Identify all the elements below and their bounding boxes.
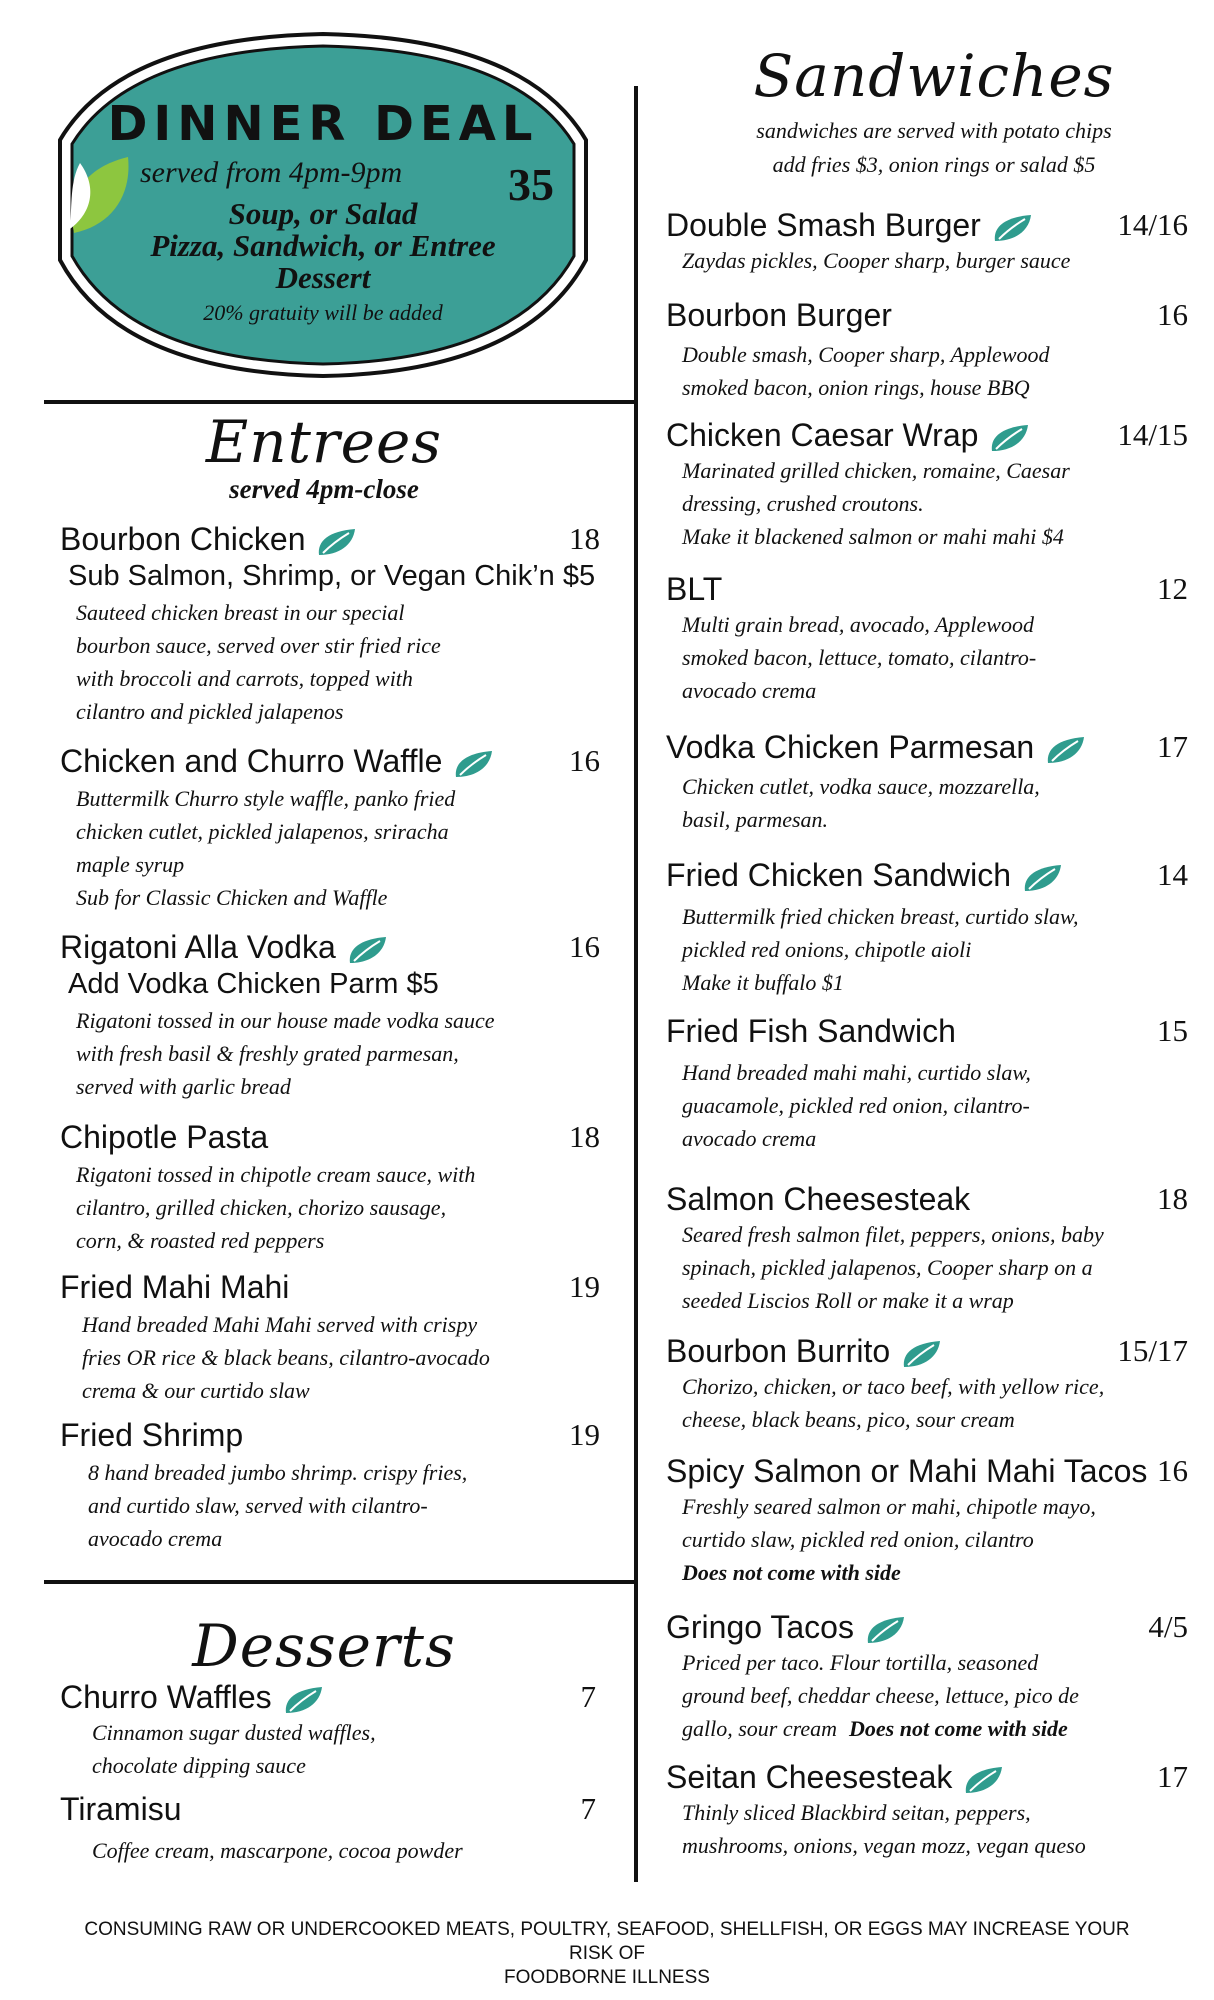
menu-item-price: 7 (580, 1791, 596, 1826)
menu-item-name-row (666, 1758, 1188, 1796)
description-line: crema & our curtido slaw (82, 1378, 310, 1403)
description-line: 8 hand breaded jumbo shrimp. crispy fries, (88, 1460, 468, 1485)
menu-item (666, 1608, 1188, 1745)
menu-item-name: Fried Fish Sandwich (666, 1013, 956, 1049)
description-line: chocolate dipping sauce (92, 1753, 306, 1778)
menu-item (60, 1790, 596, 1867)
description-line: fries OR rice & black beans, cilantro-avocado (82, 1345, 490, 1370)
menu-item-name: Vodka Chicken Parmesan (666, 729, 1035, 765)
menu-item (666, 856, 1188, 999)
menu-item-price: 4/5 (1148, 1609, 1188, 1644)
menu-item-name: BLT (666, 571, 723, 607)
deal-price: 35 (508, 159, 554, 210)
description-line: corn, & roasted red peppers (76, 1228, 325, 1253)
menu-item-name: Salmon Cheesesteak (666, 1181, 971, 1217)
vegan-leaf-icon (315, 527, 357, 557)
menu-item-description (666, 338, 1188, 404)
menu-item-price: 19 (569, 1269, 600, 1304)
menu-item (60, 928, 600, 1103)
menu-item-description (60, 1004, 600, 1103)
menu-item-name-row (60, 1790, 596, 1828)
menu-item (666, 728, 1188, 836)
menu-item (60, 1268, 600, 1407)
description-line: smoked bacon, lettuce, tomato, cilantro- (682, 645, 1037, 670)
menu-item-name-row (666, 1452, 1188, 1490)
menu-item-price: 15/17 (1117, 1333, 1188, 1368)
vegan-leaf-icon (282, 1685, 324, 1715)
description-line: bourbon sauce, served over stir fried rice (76, 633, 441, 658)
deal-course-1: Soup, or Salad (228, 196, 418, 231)
menu-item-description (666, 1218, 1188, 1317)
menu-item-description (666, 1796, 1188, 1862)
menu-item-name-row (666, 1608, 1188, 1646)
vegan-leaf-icon (1044, 735, 1086, 765)
menu-item-name-row (60, 1416, 600, 1454)
menu-item-description (60, 1456, 600, 1555)
description-line: mushrooms, onions, vegan mozz, vegan queso (682, 1833, 1086, 1858)
menu-item-name: Chipotle Pasta (60, 1119, 269, 1155)
description-line: avocado crema (88, 1526, 223, 1551)
menu-item-name-row (60, 1118, 600, 1156)
menu-item-name-row (666, 416, 1188, 454)
description-line: maple syrup (76, 852, 185, 877)
column-divider (634, 86, 638, 1882)
description-line: smoked bacon, onion rings, house BBQ (682, 375, 1030, 400)
menu-item-addon: Sub Salmon, Shrimp, or Vegan Chik’n $5 (68, 560, 596, 592)
menu-item-name: Double Smash Burger (666, 207, 981, 243)
description-line: Zaydas pickles, Cooper sharp, burger sauce (682, 248, 1071, 273)
sandwiches-heading: Sandwiches (753, 42, 1115, 110)
description-line: seeded Liscios Roll or make it a wrap (682, 1288, 1014, 1313)
menu-item-description (60, 782, 600, 914)
menu-item-description (60, 1308, 600, 1407)
description-line: Make it blackened salmon or mahi mahi $4 (682, 524, 1064, 549)
description-line: Buttermilk Churro style waffle, panko fried (76, 786, 456, 811)
menu-item-description (666, 1370, 1188, 1436)
vegan-leaf-icon (864, 1615, 906, 1645)
menu-item-price: 19 (569, 1417, 600, 1452)
deal-course-2: Pizza, Sandwich, or Entree (150, 228, 496, 263)
menu-item (60, 742, 600, 914)
description-line: Buttermilk fried chicken breast, curtido slaw, (682, 904, 1079, 929)
menu-item (666, 1758, 1188, 1862)
menu-item (60, 520, 600, 728)
menu-item-description (60, 1158, 600, 1257)
menu-item-price: 14/15 (1117, 417, 1188, 452)
menu-item-description (666, 900, 1188, 999)
menu-item-price: 7 (580, 1679, 596, 1714)
menu-item-name-row (666, 206, 1188, 244)
menu-item-name: Fried Mahi Mahi (60, 1269, 290, 1305)
menu-item-price: 16 (569, 743, 600, 778)
deal-gratuity-note: 20% gratuity will be added (203, 300, 443, 325)
menu-item (666, 1332, 1188, 1436)
menu-item-name: Chicken Caesar Wrap (666, 417, 979, 453)
menu-item-name: Rigatoni Alla Vodka (60, 929, 336, 965)
menu-item-name: Tiramisu (60, 1791, 182, 1827)
menu-item-name-row (60, 1678, 596, 1716)
menu-item-price: 16 (569, 929, 600, 964)
menu-item-description (666, 244, 1188, 277)
dinner-deal-badge (40, 30, 606, 380)
menu-item-price: 17 (1157, 729, 1188, 764)
vegan-leaf-icon (900, 1339, 942, 1369)
menu-item-name-row (666, 1012, 1188, 1050)
description-line: ground beef, cheddar cheese, lettuce, pico de (682, 1683, 1079, 1708)
menu-item-description (666, 608, 1188, 707)
menu-item-description (60, 1716, 596, 1782)
menu-item-addon: Add Vodka Chicken Parm $5 (68, 968, 439, 1000)
description-line: Make it buffalo $1 (682, 970, 844, 995)
entrees-heading: Entrees (205, 408, 443, 476)
menu-item-name-row (60, 742, 600, 780)
description-line: dressing, crushed croutons. (682, 491, 924, 516)
menu-item (666, 1012, 1188, 1155)
vegan-leaf-icon (962, 1765, 1004, 1795)
menu-item-name-row (666, 570, 1188, 608)
menu-item (666, 1452, 1188, 1589)
vegan-leaf-icon (1021, 863, 1063, 893)
menu-item-price: 12 (1157, 571, 1188, 606)
menu-item-price: 17 (1157, 1759, 1188, 1794)
no-side-note: Does not come with side (849, 1716, 1068, 1741)
notice-line-1: CONSUMING RAW OR UNDERCOOKED MEATS, POULTRY, SEAFOOD, SHELLFISH, OR EGGS MAY INCREASE YOUR RISK OF (84, 1919, 1130, 1964)
description-line: Priced per taco. Flour tortilla, seasoned (682, 1650, 1039, 1675)
description-line: Rigatoni tossed in our house made vodka sauce (76, 1008, 495, 1033)
description-line: Rigatoni tossed in chipotle cream sauce, with (76, 1162, 476, 1187)
menu-item (666, 1180, 1188, 1317)
description-line: Hand breaded mahi mahi, curtido slaw, (682, 1060, 1031, 1085)
description-line: cheese, black beans, pico, sour cream (682, 1407, 1015, 1432)
menu-item (60, 1118, 600, 1257)
menu-item-name-row (60, 1268, 600, 1306)
description-line: Chorizo, chicken, or taco beef, with yellow rice, (682, 1374, 1105, 1399)
vegan-leaf-icon (988, 423, 1030, 453)
desserts-heading: Desserts (192, 1612, 456, 1680)
menu-item (666, 570, 1188, 707)
description-line: avocado crema (682, 678, 817, 703)
menu-item-price: 15 (1157, 1013, 1188, 1048)
vegan-leaf-icon (452, 749, 494, 779)
deal-served-hours: served from 4pm-9pm (140, 156, 403, 189)
description-line (682, 1712, 1188, 1745)
food-safety-notice (60, 1918, 1154, 1990)
menu-item-name: Chicken and Churro Waffle (60, 743, 443, 779)
description-line: Sub for Classic Chicken and Waffle (76, 885, 388, 910)
sandwiches-subheading-addons: add fries $3, onion rings or salad $5 (772, 152, 1096, 177)
description-line: guacamole, pickled red onion, cilantro- (682, 1093, 1030, 1118)
entrees-subheading: served 4pm-close (229, 474, 419, 504)
menu-item-price: 18 (569, 1119, 600, 1154)
description-line: curtido slaw, pickled red onion, cilantro (682, 1527, 1034, 1552)
menu-item-name-row (666, 1180, 1188, 1218)
notice-line-2: FOODBORNE ILLNESS (504, 1967, 710, 1988)
sandwiches-subheading-sides: sandwiches are served with potato chips (756, 118, 1112, 143)
menu-item-name-row (666, 856, 1188, 894)
description-line: avocado crema (682, 1126, 817, 1151)
menu-item-price: 14 (1157, 857, 1188, 892)
description-line: Multi grain bread, avocado, Applewood (682, 612, 1034, 637)
description-line: cilantro and pickled jalapenos (76, 699, 344, 724)
menu-item-description (666, 1646, 1188, 1745)
description-line: with fresh basil & freshly grated parmesan, (76, 1041, 459, 1066)
deal-title: DINNER DEAL (107, 96, 539, 152)
menu-item-name-row (666, 728, 1188, 766)
menu-item-description (666, 454, 1188, 553)
menu-item-price: 18 (1157, 1181, 1188, 1216)
description-line: and curtido slaw, served with cilantro- (88, 1493, 428, 1518)
menu-item-description (666, 1056, 1188, 1155)
description-line: cilantro, grilled chicken, chorizo sausage, (76, 1195, 447, 1220)
menu-item-price: 18 (569, 521, 600, 556)
menu-item-name: Churro Waffles (60, 1679, 272, 1715)
menu-item-description (60, 1834, 596, 1867)
menu-item-price: 14/16 (1117, 207, 1188, 242)
menu-item-name-row (666, 296, 1188, 334)
menu-item-description (60, 596, 600, 728)
description-line: spinach, pickled jalapenos, Cooper sharp on a (682, 1255, 1093, 1280)
menu-item-name: Seitan Cheesesteak (666, 1759, 953, 1795)
menu-item-price: 16 (1157, 297, 1188, 332)
description-line: Sauteed chicken breast in our special (76, 600, 405, 625)
menu-item-name: Bourbon Burrito (666, 1333, 891, 1369)
description-line: Double smash, Cooper sharp, Applewood (682, 342, 1050, 367)
no-side-note: Does not come with side (682, 1560, 901, 1585)
description-line: Chicken cutlet, vodka sauce, mozzarella, (682, 774, 1040, 799)
menu-item-name-row (60, 928, 600, 966)
description-line: served with garlic bread (76, 1074, 291, 1099)
description-text: gallo, sour cream (682, 1716, 838, 1741)
menu-item-name-row (666, 1332, 1188, 1370)
deal-course-3: Dessert (275, 260, 371, 295)
description-line: Marinated grilled chicken, romaine, Caesar (682, 458, 1070, 483)
description-line: chicken cutlet, pickled jalapenos, sriracha (76, 819, 449, 844)
menu-item-name: Bourbon Burger (666, 297, 892, 333)
menu-item-name: Spicy Salmon or Mahi Mahi Tacos (666, 1453, 1148, 1489)
menu-item-price: 16 (1157, 1453, 1188, 1488)
description-line: Thinly sliced Blackbird seitan, peppers, (682, 1800, 1031, 1825)
menu-item-description (666, 1490, 1188, 1589)
description-line: Cinnamon sugar dusted waffles, (92, 1720, 376, 1745)
vegan-leaf-icon (346, 935, 388, 965)
section-divider-deal (44, 400, 636, 404)
menu-item (666, 416, 1188, 553)
menu-item-name: Bourbon Chicken (60, 521, 306, 557)
description-line: Coffee cream, mascarpone, cocoa powder (92, 1838, 463, 1863)
menu-item (60, 1416, 600, 1555)
menu-item-name-row (60, 520, 600, 558)
menu-item (666, 296, 1188, 404)
description-line: basil, parmesan. (682, 807, 829, 832)
description-line: Freshly seared salmon or mahi, chipotle mayo, (682, 1494, 1096, 1519)
menu-item-name: Gringo Tacos (666, 1609, 854, 1645)
menu-item-name: Fried Chicken Sandwich (666, 857, 1012, 893)
description-line: pickled red onions, chipotle aioli (682, 937, 972, 962)
description-line: Hand breaded Mahi Mahi served with crispy (82, 1312, 478, 1337)
vegan-leaf-icon (991, 213, 1033, 243)
section-divider-desserts (44, 1580, 636, 1584)
description-line: with broccoli and carrots, topped with (76, 666, 413, 691)
description-line: Seared fresh salmon filet, peppers, onions, baby (682, 1222, 1104, 1247)
menu-item (666, 206, 1188, 277)
menu-item-description (666, 770, 1188, 836)
menu-item (60, 1678, 596, 1782)
menu-item-name: Fried Shrimp (60, 1417, 244, 1453)
